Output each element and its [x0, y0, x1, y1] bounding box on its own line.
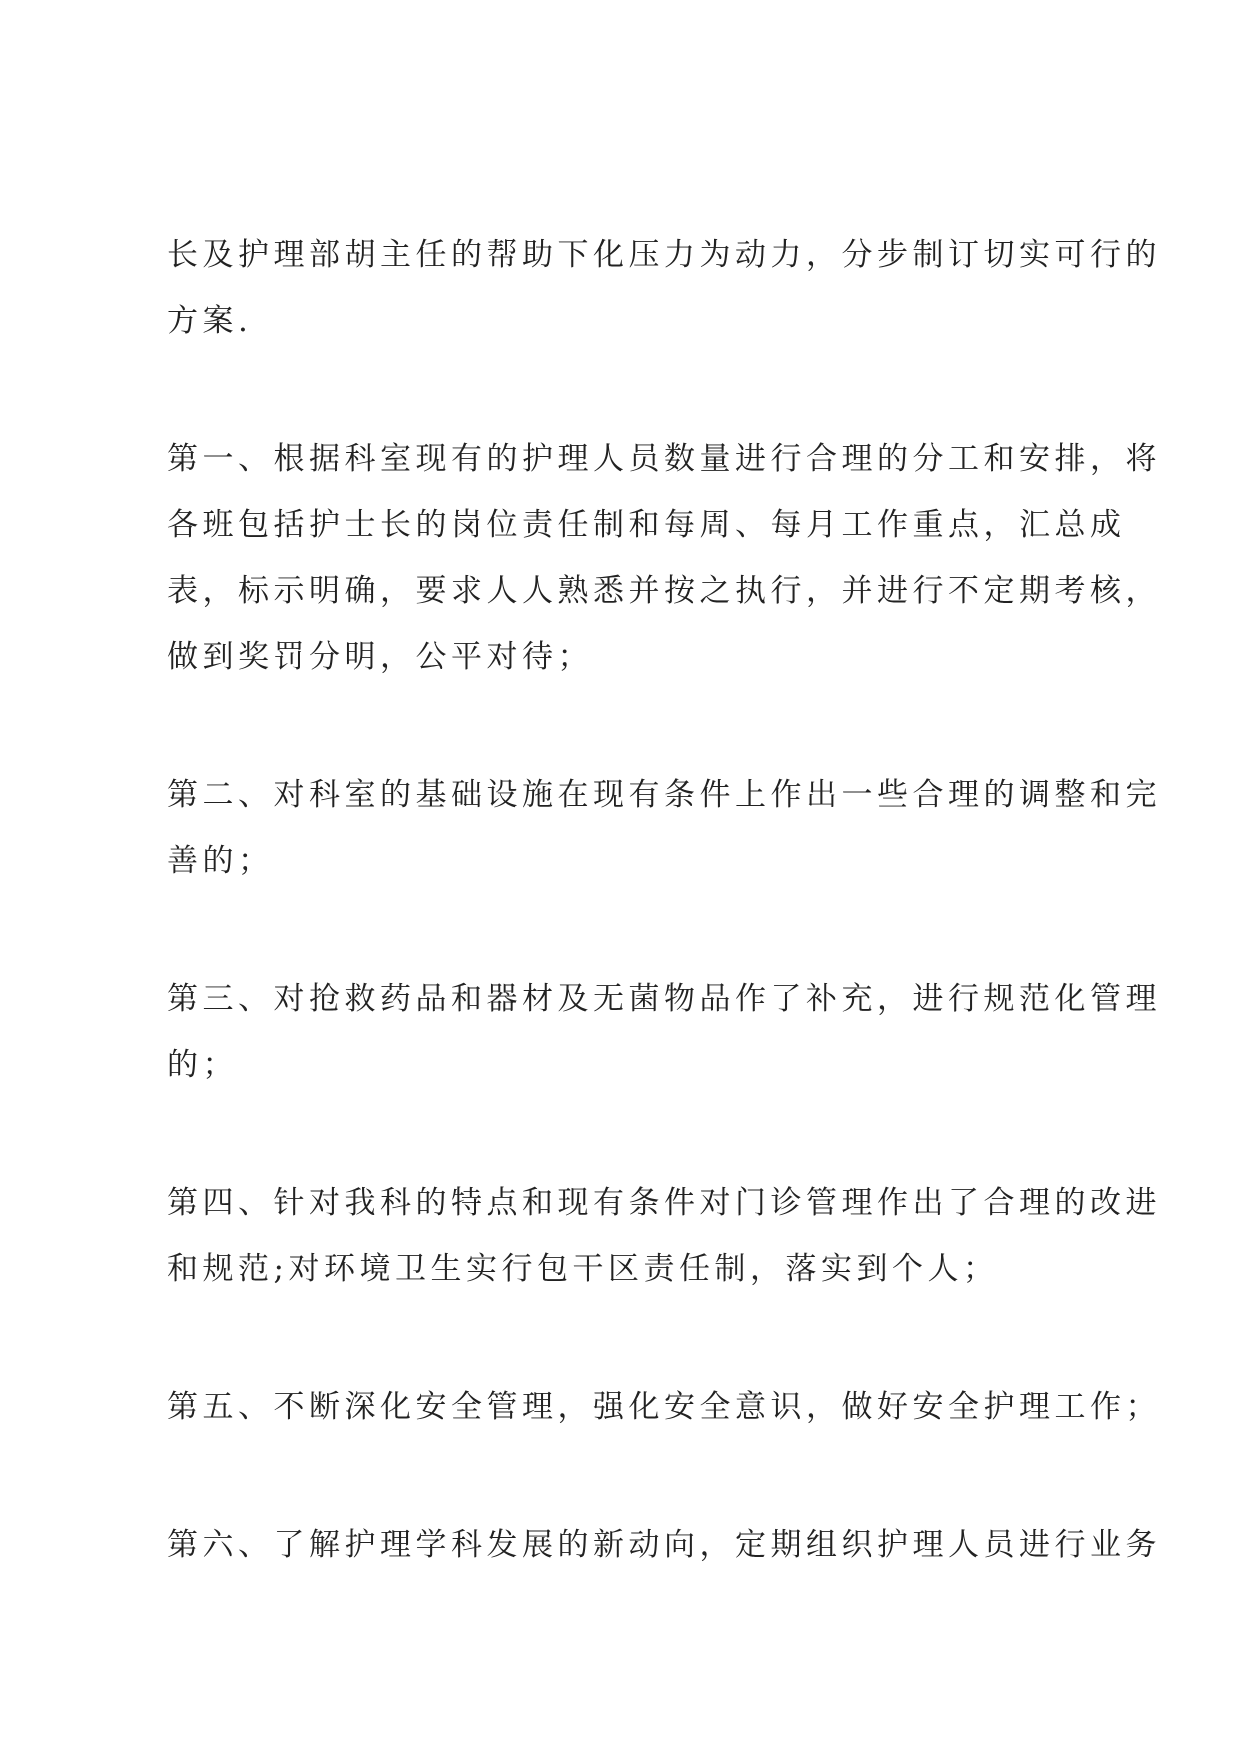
paragraph: [167, 222, 1161, 354]
document-body: [167, 222, 1161, 1650]
text-line: 第一、根据科室现有的护理人员数量进行合理的分工和安排，将: [167, 441, 1161, 477]
text-line: 第二、对科室的基础设施在现有条件上作出一些合理的调整和完: [167, 777, 1161, 813]
paragraph: [167, 1170, 1161, 1302]
paragraph: [167, 966, 1161, 1098]
text-line: 方案.: [167, 303, 253, 339]
text-line: 第六、了解护理学科发展的新动向，定期组织护理人员进行业务: [167, 1527, 1161, 1563]
paragraph: [167, 426, 1161, 690]
paragraph: [167, 762, 1161, 894]
text-line: 善的；: [167, 843, 274, 879]
paragraph: [167, 1512, 1161, 1578]
text-line: 做到奖罚分明，公平对待；: [167, 639, 593, 675]
text-line: 和规范;对环境卫生实行包干区责任制，落实到个人；: [167, 1251, 999, 1287]
text-line: 第三、对抢救药品和器材及无菌物品作了补充，进行规范化管理: [167, 981, 1161, 1017]
text-line: 表，标示明确，要求人人熟悉并按之执行，并进行不定期考核，: [167, 573, 1161, 609]
text-line: 长及护理部胡主任的帮助下化压力为动力，分步制订切实可行的: [167, 237, 1161, 273]
text-line: 第五、不断深化安全管理，强化安全意识，做好安全护理工作；: [167, 1389, 1161, 1425]
text-line: 第四、针对我科的特点和现有条件对门诊管理作出了合理的改进: [167, 1185, 1161, 1221]
text-line: 的；: [167, 1047, 238, 1083]
text-line: 各班包括护士长的岗位责任制和每周、每月工作重点，汇总成: [167, 507, 1126, 543]
paragraph: [167, 1374, 1161, 1440]
